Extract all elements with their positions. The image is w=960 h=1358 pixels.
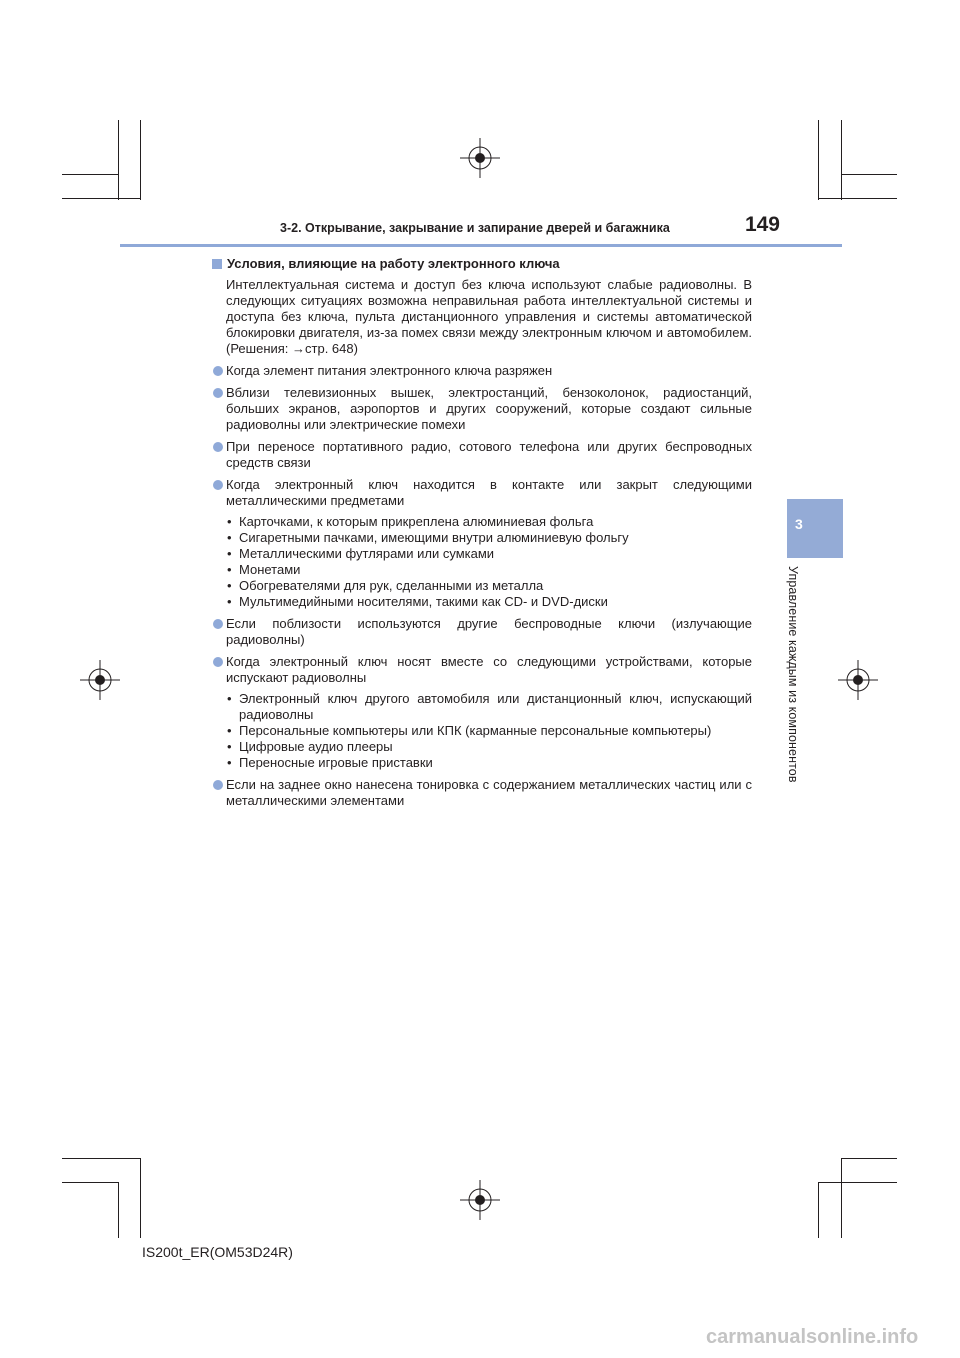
sub-list-item: • Мультимедийными носителями, такими как CD- и DVD-диски [226, 594, 752, 610]
list-item: Если на заднее окно нанесена тонировка с содержанием металлических частиц или с металлическими элементами [226, 777, 752, 808]
document-code: IS200t_ER(OM53D24R) [142, 1244, 293, 1260]
chapter-number: 3 [795, 516, 803, 532]
main-content [226, 277, 752, 809]
list-item: При переносе портативного радио, сотового телефона или других беспроводных средств связи [226, 439, 752, 470]
crop-mark [818, 1182, 819, 1238]
section-title: 3-2. Открывание, закрывание и запирание дверей и багажника [280, 221, 670, 235]
sub-list-item: • Монетами [226, 562, 752, 578]
crop-mark [62, 1158, 140, 1159]
crop-mark [118, 1182, 119, 1238]
crop-mark [841, 174, 897, 175]
list-item: Когда электронный ключ находится в контакте или закрыт следующими металлическими предметами • Карточками, к которым прикреплена алюминиевая фольга • Сигаретными пачками, имеющими внутри алюминиевую фольгу • Металлическими футлярами или сумками • Монетами • Обогревателями для рук, сделанными из металла • Мультимедийными носителями, такими как CD- и DVD-диски [226, 477, 752, 610]
sub-list-item: • Цифровые аудио плееры [226, 739, 752, 755]
crop-mark [62, 1182, 118, 1183]
sub-list-item: • Персональные компьютеры или КПК (карманные персональные компьютеры) [226, 723, 752, 739]
conditions-list [226, 363, 752, 809]
crop-mark [818, 1182, 897, 1183]
crop-mark [841, 1158, 897, 1159]
intro-paragraph: Интеллектуальная система и доступ без ключа используют слабые радиоволны. В следующих ситуациях возможна неправильная работа интеллектуальной системы и доступа без ключа, пульта дистанционного управления и системы автоматической блокировки двигателя, из-за помех связи между электронным ключом и автомобилем. (Решения: →стр. 648) [226, 277, 752, 356]
header-divider [120, 244, 842, 247]
crop-mark [841, 1158, 842, 1238]
crop-mark [818, 198, 897, 199]
crop-mark [841, 120, 842, 200]
watermark: carmanualsonline.info [706, 1326, 919, 1348]
square-bullet-icon [212, 259, 222, 269]
sub-list-item: • Переносные игровые приставки [226, 755, 752, 771]
section-heading [212, 256, 560, 271]
list-item: Когда электронный ключ носят вместе со следующими устройствами, которые испускают радиоволны • Электронный ключ другого автомобиля или дистанционный ключ, испускающий радиоволны • Персональные компьютеры или КПК (карманные персональные компьютеры) • Цифровые аудио плееры • Переносные игровые приставки [226, 654, 752, 771]
list-item: Когда элемент питания электронного ключа разряжен [226, 363, 752, 379]
crop-mark [62, 198, 140, 199]
sub-list-item: • Карточками, к которым прикреплена алюминиевая фольга [226, 514, 752, 530]
crop-mark [62, 174, 118, 175]
sub-list-item: • Металлическими футлярами или сумками [226, 546, 752, 562]
registration-mark-icon [460, 138, 500, 178]
section-heading-text: Условия, влияющие на работу электронного ключа [227, 256, 560, 271]
sub-list-item: • Электронный ключ другого автомобиля или дистанционный ключ, испускающий радиоволны [226, 691, 752, 723]
registration-mark-icon [460, 1180, 500, 1220]
metal-objects-list [226, 514, 752, 610]
list-item: Если поблизости используются другие беспроводные ключи (излучающие радиоволны) [226, 616, 752, 647]
crop-mark [118, 120, 119, 200]
sub-list-item: • Сигаретными пачками, имеющими внутри алюминиевую фольгу [226, 530, 752, 546]
crop-mark [140, 1158, 141, 1238]
chapter-label: Управление каждым из компонентов [786, 566, 800, 783]
crop-mark [140, 120, 141, 200]
sub-list-item: • Обогревателями для рук, сделанными из металла [226, 578, 752, 594]
radio-devices-list [226, 691, 752, 771]
crop-mark [818, 120, 819, 200]
registration-mark-icon [80, 660, 120, 700]
page-number: 149 [744, 213, 780, 236]
registration-mark-icon [838, 660, 878, 700]
list-item: Вблизи телевизионных вышек, электростанций, бензоколонок, радиостанций, больших экранов, аэропортов и других сооружений, которые создают сильные радиоволны или электрические помехи [226, 385, 752, 432]
